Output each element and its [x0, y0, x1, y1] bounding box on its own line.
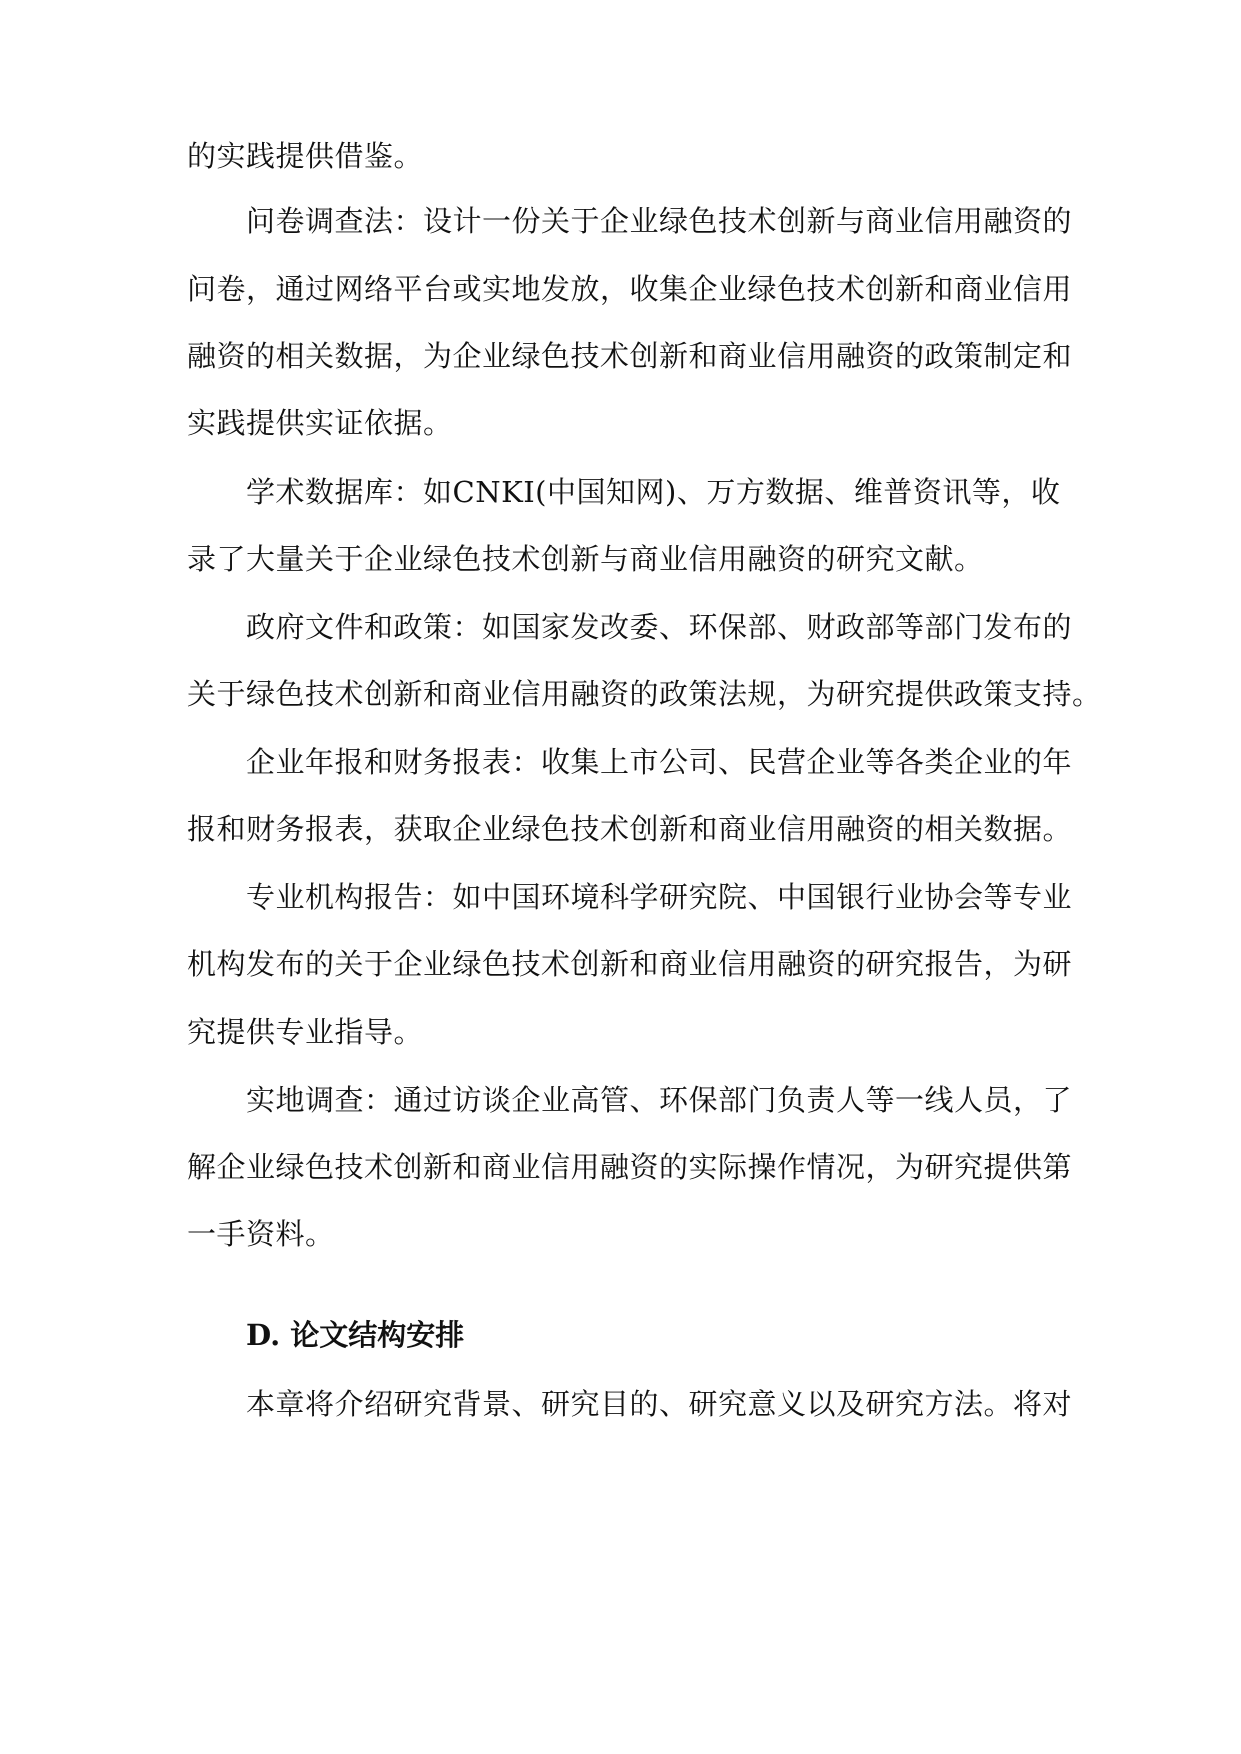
- paragraph-line: 企业年报和财务报表：收集上市公司、民营企业等各类企业的年: [246, 745, 1073, 779]
- paragraph-line: 解企业绿色技术创新和商业信用融资的实际操作情况，为研究提供第: [187, 1150, 1073, 1184]
- paragraph-line: 究提供专业指导。: [187, 1015, 424, 1049]
- paragraph-line: 实践提供实证依据。: [187, 406, 453, 440]
- paragraph-line: 一手资料。: [187, 1217, 335, 1251]
- paragraph-line: 政府文件和政策：如国家发改委、环保部、财政部等部门发布的: [246, 610, 1073, 644]
- section-heading: D. 论文结构安排: [246, 1318, 465, 1352]
- paragraph-line: 的实践提供借鉴。: [187, 139, 424, 173]
- paragraph-line: 问卷，通过网络平台或实地发放，收集企业绿色技术创新和商业信用: [187, 272, 1073, 306]
- paragraph-line: 实地调查：通过访谈企业高管、环保部门负责人等一线人员，了: [246, 1083, 1073, 1117]
- paragraph-line: 机构发布的关于企业绿色技术创新和商业信用融资的研究报告，为研: [187, 947, 1073, 981]
- paragraph-line: 问卷调查法：设计一份关于企业绿色技术创新与商业信用融资的: [246, 204, 1073, 238]
- paragraph-line: 报和财务报表，获取企业绿色技术创新和商业信用融资的相关数据。: [187, 812, 1073, 846]
- paragraph-line: 关于绿色技术创新和商业信用融资的政策法规，为研究提供政策支持。: [187, 677, 1102, 711]
- paragraph-line: 录了大量关于企业绿色技术创新与商业信用融资的研究文献。: [187, 542, 984, 576]
- paragraph-line: 本章将介绍研究背景、研究目的、研究意义以及研究方法。将对: [246, 1387, 1073, 1421]
- paragraph-line: 专业机构报告：如中国环境科学研究院、中国银行业协会等专业: [246, 880, 1073, 914]
- paragraph-line: 融资的相关数据，为企业绿色技术创新和商业信用融资的政策制定和: [187, 339, 1073, 373]
- paragraph-line: 学术数据库：如CNKI(中国知网)、万方数据、维普资讯等，收: [246, 475, 1061, 509]
